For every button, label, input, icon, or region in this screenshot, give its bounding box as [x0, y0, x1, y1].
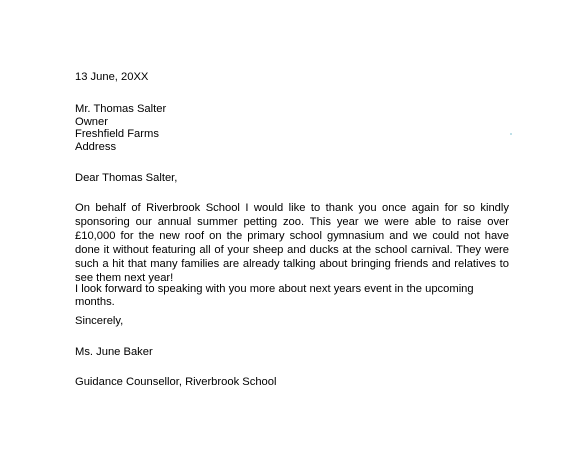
recipient-title: Owner	[75, 115, 108, 128]
signoff: Sincerely,	[75, 315, 124, 327]
recipient-block	[75, 103, 509, 153]
signer-title: Guidance Counsellor, Riverbrook School	[75, 376, 277, 388]
salutation: Dear Thomas Salter,	[75, 172, 178, 184]
recipient-address: Address	[75, 140, 117, 153]
body-paragraph: On behalf of Riverbrook School I would like to thank you once again for so kindly sponsoring our annual summer petting zoo. This year we were able to raise over £10,000 for the new roof on the primary school gymnasium and we could not have done it without featuring all of your sheep and ducks at the school carnival. They were such a hit that many families are already talking about bringing friends and relatives to see them next year!	[75, 202, 509, 284]
signer-name: Ms. June Baker	[75, 346, 153, 358]
scan-speck	[510, 133, 512, 135]
recipient-name: Mr. Thomas Salter	[75, 103, 167, 115]
closing-paragraph: I look forward to speaking with you more about next years event in the upcoming months.	[75, 283, 474, 308]
letter-date: 13 June, 20XX	[75, 71, 149, 83]
recipient-company: Freshfield Farms	[75, 128, 159, 140]
